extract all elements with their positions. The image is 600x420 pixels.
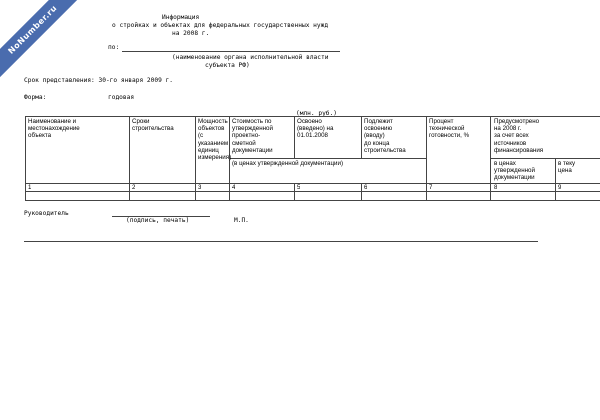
col-header-readiness: Процент технической готовности, % bbox=[429, 118, 470, 140]
doc-title-line3: на 2008 г. bbox=[172, 30, 210, 37]
table-border-bottom bbox=[25, 200, 600, 201]
col-header-mastered: Освоено (введено) на 01.01.2008 bbox=[297, 118, 334, 140]
form-label: Форма: bbox=[24, 94, 47, 101]
table-header-bottom bbox=[25, 183, 600, 184]
table-vline bbox=[490, 116, 491, 200]
table-sub-line bbox=[490, 158, 600, 159]
signature-label: Руководитель bbox=[24, 210, 69, 217]
units-label: (млн. руб.) bbox=[296, 110, 337, 117]
col-number: 7 bbox=[429, 184, 433, 191]
col-header-cost: Стоимость по утвержденной проектно- сметной документации bbox=[232, 118, 273, 154]
table-numbers-bottom bbox=[25, 191, 600, 192]
authority-label: по: bbox=[108, 44, 120, 51]
submission-deadline: Срок представления: 30-го января 2009 г. bbox=[24, 77, 174, 84]
table-vline bbox=[361, 116, 362, 158]
span-approved-prices: (в ценах утвержденной документации) bbox=[232, 160, 344, 167]
authority-underline bbox=[122, 51, 340, 52]
authority-caption-line1: (наименование органа исполнительной власти bbox=[172, 54, 329, 61]
col-number: 6 bbox=[364, 184, 368, 191]
table-vline bbox=[555, 158, 556, 200]
col-header-remaining: Подлежит освоению (вводу) до конца строительства bbox=[364, 118, 406, 154]
table-vline bbox=[426, 116, 427, 200]
signature-caption: (подпись, печать) bbox=[126, 217, 190, 224]
col-number: 2 bbox=[132, 184, 136, 191]
col-number: 8 bbox=[494, 184, 498, 191]
col-header-planned: Предусмотрено на 2008 г. за счет всех источников финансирования bbox=[494, 118, 544, 154]
table-border-top bbox=[25, 116, 600, 117]
page-bottom-rule bbox=[24, 241, 538, 242]
table-vline bbox=[294, 183, 295, 200]
table-vline bbox=[25, 116, 26, 200]
form-value: годовая bbox=[108, 94, 135, 101]
col-header-terms: Сроки строительства bbox=[132, 118, 174, 133]
col-number: 9 bbox=[558, 184, 562, 191]
table-vline bbox=[361, 183, 362, 200]
doc-title-line1: Информация bbox=[162, 14, 200, 21]
table-span-line bbox=[229, 158, 426, 159]
watermark-ribbon: NoNumber.ru bbox=[0, 0, 93, 90]
subcol-current-prices: в теку цена bbox=[558, 160, 576, 175]
stamp-label: М.П. bbox=[234, 217, 249, 224]
col-header-object: Наименование и местонахождение объекта bbox=[28, 118, 80, 140]
col-number: 5 bbox=[297, 184, 301, 191]
col-number: 1 bbox=[28, 184, 32, 191]
authority-caption-line2: субъекта РФ) bbox=[205, 62, 250, 69]
col-number: 3 bbox=[198, 184, 202, 191]
table-vline bbox=[294, 116, 295, 158]
subcol-approved-prices: в ценах утвержденной документации bbox=[494, 160, 535, 182]
col-header-capacity: Мощность объектов (с указанием единиц измерения) bbox=[198, 118, 232, 162]
doc-title-line2: о стройках и объектах для федеральных государственных нужд bbox=[112, 22, 329, 29]
table-vline bbox=[195, 116, 196, 200]
col-number: 4 bbox=[232, 184, 236, 191]
table-vline bbox=[129, 116, 130, 200]
